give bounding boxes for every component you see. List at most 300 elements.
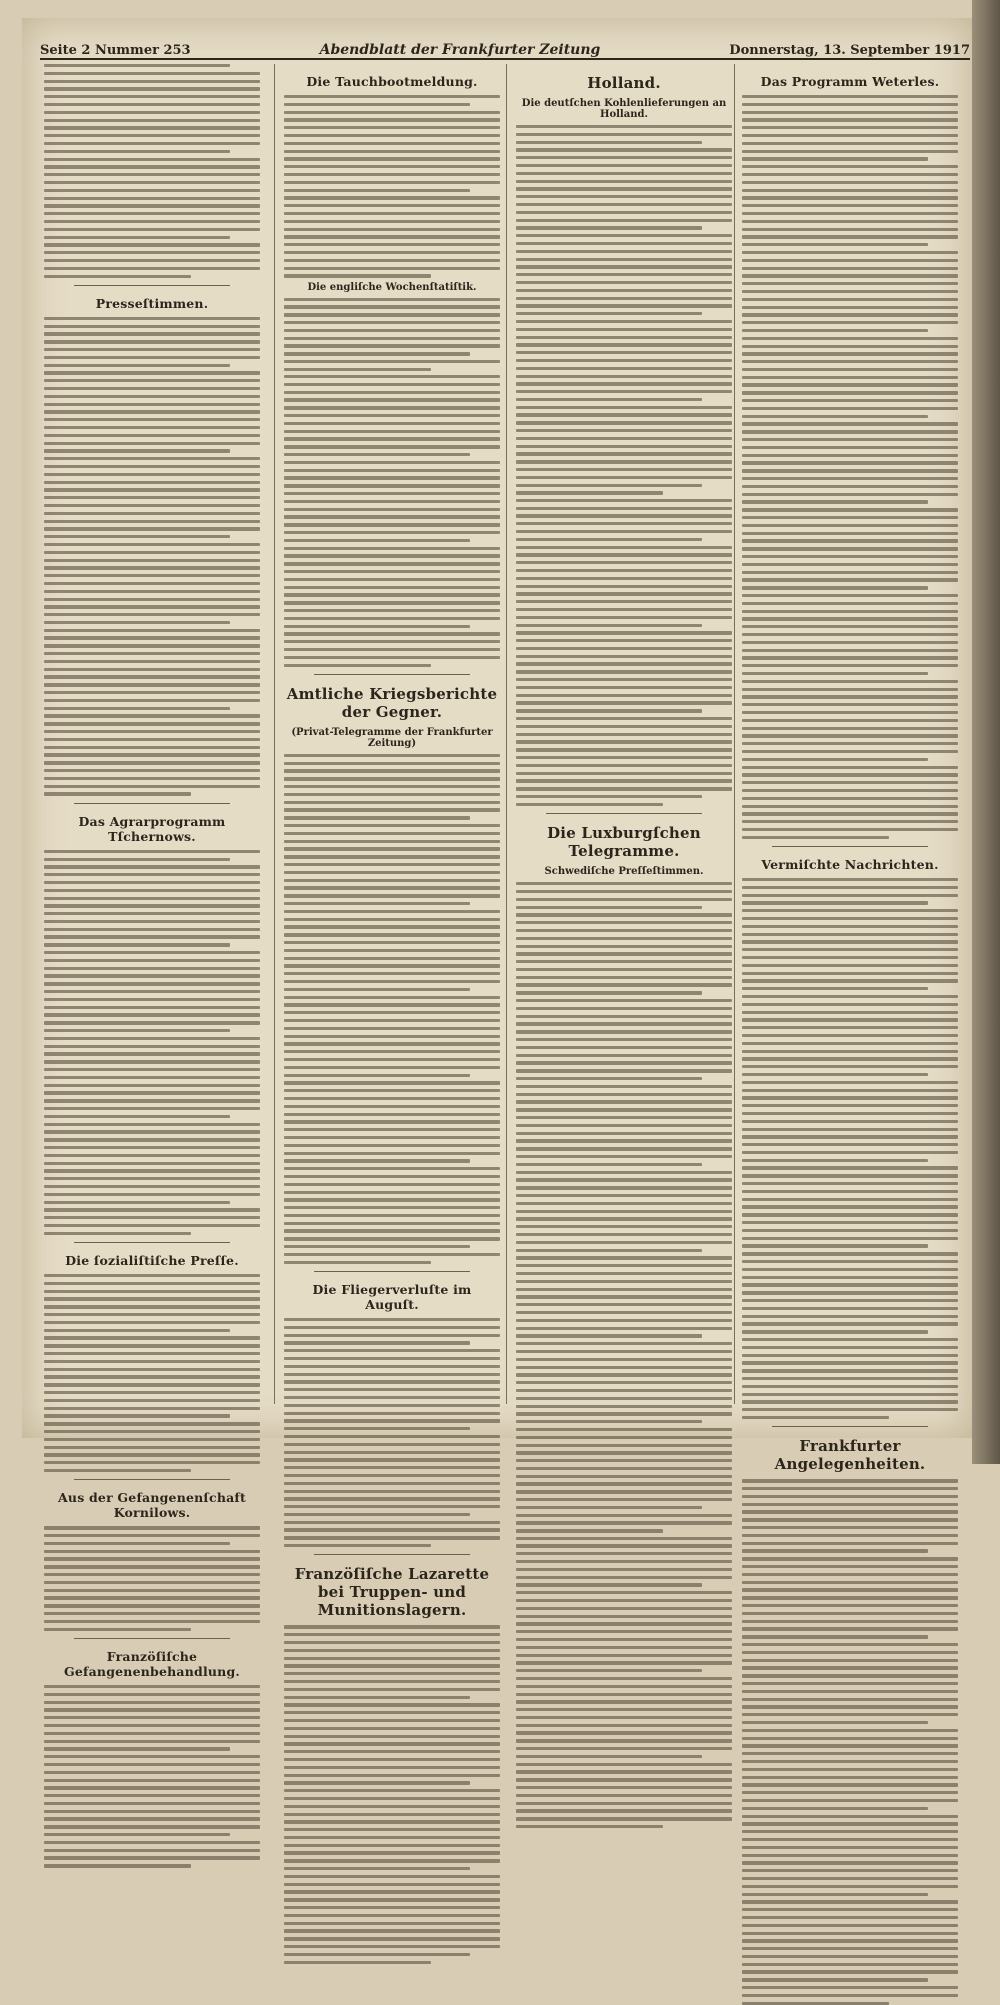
text-line [284, 523, 500, 526]
masthead-date: Donnerstag, 13. September 1917 [729, 43, 970, 58]
text-line [284, 1380, 500, 1383]
text-line [742, 703, 958, 706]
text-line [284, 251, 500, 254]
text-line [284, 949, 500, 952]
text-line [742, 1018, 958, 1021]
text-line [44, 714, 260, 717]
text-line [44, 1290, 260, 1293]
text-line [44, 204, 260, 207]
text-line [516, 608, 732, 611]
text-line [742, 1581, 958, 1584]
text-line [284, 1396, 500, 1399]
text-line [742, 204, 958, 207]
text-line [742, 1354, 958, 1357]
text-line [44, 395, 260, 398]
text-line [516, 717, 732, 720]
text-line [284, 593, 500, 596]
text-line [742, 1283, 958, 1286]
text-line [742, 1221, 958, 1224]
text-line [284, 664, 431, 667]
text-line [44, 675, 260, 678]
text-line [516, 733, 732, 736]
text-line [284, 142, 500, 145]
text-line [516, 1249, 702, 1252]
text-line [44, 1430, 260, 1433]
text-line [516, 530, 732, 533]
text-line [284, 1766, 500, 1769]
text-line [516, 1116, 732, 1119]
text-line [516, 1794, 732, 1797]
article-text-block [516, 499, 732, 806]
text-line [44, 551, 260, 554]
text-line [44, 434, 260, 437]
text-line [284, 886, 500, 889]
text-line [742, 1073, 928, 1076]
text-line [516, 1405, 732, 1408]
text-line [742, 555, 958, 558]
text-line [284, 1937, 500, 1940]
text-line [284, 1167, 500, 1170]
text-line [44, 1732, 260, 1735]
text-line [44, 267, 260, 270]
text-line [516, 1498, 732, 1501]
text-line [516, 1786, 732, 1789]
text-line [516, 725, 732, 728]
text-line [742, 933, 958, 936]
text-line [516, 437, 732, 440]
text-line [516, 779, 732, 782]
text-line [284, 375, 500, 378]
text-line [516, 1700, 732, 1703]
text-line [284, 1113, 500, 1116]
text-line [516, 328, 732, 331]
text-line [44, 1037, 260, 1040]
text-line [44, 1817, 260, 1820]
text-line [44, 1130, 260, 1133]
text-line [516, 1506, 702, 1509]
text-line [284, 554, 500, 557]
text-line [44, 410, 260, 413]
text-line [44, 387, 260, 390]
text-line [742, 508, 958, 511]
text-line [284, 1633, 500, 1636]
text-line [742, 1518, 958, 1521]
text-line [284, 1245, 470, 1248]
text-line [516, 1412, 732, 1415]
text-line [284, 1019, 500, 1022]
text-line [742, 1330, 928, 1333]
text-line [284, 1774, 500, 1777]
text-line [44, 1612, 260, 1615]
text-line [742, 789, 958, 792]
text-line [742, 711, 958, 714]
text-line [44, 473, 260, 476]
text-line [284, 414, 500, 417]
text-line [516, 592, 732, 595]
text-line [516, 1280, 732, 1283]
text-line [742, 812, 958, 815]
text-line [742, 1978, 928, 1981]
text-line [742, 1361, 958, 1364]
text-line [284, 1326, 500, 1329]
section-separator [772, 846, 928, 847]
text-line [284, 1443, 500, 1446]
text-line [516, 538, 702, 541]
text-line [284, 1466, 500, 1469]
text-line [516, 468, 732, 471]
text-line [516, 1607, 732, 1610]
text-line [742, 539, 958, 542]
text-line [516, 1132, 732, 1135]
text-line [284, 980, 500, 983]
text-line [516, 507, 732, 510]
text-line [742, 1112, 958, 1115]
text-line [742, 1783, 958, 1786]
text-line [742, 1635, 928, 1638]
text-line [284, 1945, 500, 1948]
text-line [284, 344, 500, 347]
section-subheading: Die deutſchen Kohlenlieferungen an Holland. [521, 98, 727, 120]
text-line [742, 1776, 958, 1779]
text-line [44, 142, 260, 145]
text-line [742, 454, 958, 457]
text-line [44, 644, 260, 647]
text-line [284, 902, 470, 905]
text-line [284, 313, 500, 316]
text-line [284, 1066, 500, 1069]
article-text-block [516, 125, 732, 495]
text-line [284, 1875, 500, 1878]
text-line [742, 1690, 958, 1693]
text-line [516, 1475, 732, 1478]
text-line [44, 1557, 260, 1560]
text-line [44, 1162, 260, 1165]
text-line [284, 1482, 500, 1485]
text-line [284, 1742, 500, 1745]
text-line [742, 1869, 958, 1872]
text-line [284, 1789, 500, 1792]
text-line [284, 1261, 431, 1264]
article-text-block [742, 1479, 958, 2005]
text-line [284, 235, 500, 238]
text-line [284, 1513, 470, 1516]
text-line [742, 1900, 958, 1903]
text-line [516, 1428, 732, 1431]
text-line [742, 415, 928, 418]
text-line [284, 847, 500, 850]
text-line [516, 1544, 732, 1547]
text-line [284, 1152, 500, 1155]
text-line [284, 1649, 500, 1652]
text-line [742, 150, 958, 153]
article-text-block [44, 317, 260, 796]
text-line [516, 452, 732, 455]
text-line [284, 157, 500, 160]
text-line [516, 1638, 732, 1641]
text-line [284, 1828, 500, 1831]
section-heading: Das Programm Weterles. [760, 74, 940, 89]
text-line [44, 1422, 260, 1425]
text-line [44, 1604, 260, 1607]
text-line [44, 449, 230, 452]
text-line [44, 1060, 260, 1063]
text-line [516, 945, 732, 948]
text-line [742, 610, 958, 613]
text-line [742, 586, 928, 589]
masthead [40, 32, 970, 60]
text-line [284, 368, 431, 371]
text-line [516, 1100, 732, 1103]
text-line [44, 559, 260, 562]
text-line [44, 1747, 230, 1750]
text-line [44, 1849, 260, 1852]
text-line [516, 258, 732, 261]
text-line [742, 1120, 958, 1123]
text-line [516, 803, 663, 806]
text-line [284, 1074, 470, 1077]
text-line [742, 664, 958, 667]
text-line [742, 649, 958, 652]
text-line [742, 1799, 958, 1802]
text-line [284, 632, 500, 635]
section-separator [74, 285, 230, 286]
text-line [284, 801, 500, 804]
article-text-block [44, 1274, 260, 1472]
text-line [284, 1497, 500, 1500]
text-line [742, 1760, 958, 1763]
text-line [44, 1208, 260, 1211]
text-line [516, 1163, 702, 1166]
text-line [284, 1105, 500, 1108]
text-line [742, 1986, 958, 1989]
text-line [284, 1175, 500, 1178]
text-line [516, 701, 732, 704]
text-line [284, 531, 500, 534]
text-line [44, 1029, 230, 1032]
text-line [284, 111, 500, 114]
text-line [44, 873, 260, 876]
text-line [284, 933, 500, 936]
text-line [44, 1438, 260, 1441]
text-line [516, 585, 732, 588]
text-line [284, 1435, 500, 1438]
text-line [516, 1630, 732, 1633]
text-line [284, 1672, 500, 1675]
text-line [516, 1661, 732, 1664]
text-line [44, 426, 260, 429]
article-text-block [44, 1685, 260, 1868]
text-line [742, 1276, 958, 1279]
text-line [742, 1159, 928, 1162]
text-line [284, 1703, 500, 1706]
text-line [284, 1797, 500, 1800]
text-line [44, 1274, 260, 1277]
text-line [516, 1061, 732, 1064]
text-line [516, 756, 732, 759]
text-line [44, 325, 260, 328]
text-line [44, 1177, 260, 1180]
text-line [284, 894, 500, 897]
text-line [742, 1042, 958, 1045]
text-line [516, 1015, 732, 1018]
text-line [516, 983, 732, 986]
text-line [742, 267, 958, 270]
text-line [284, 1198, 500, 1201]
text-line [742, 376, 958, 379]
text-line [742, 940, 958, 943]
text-line [44, 103, 260, 106]
text-line [44, 1344, 260, 1347]
text-line [516, 976, 732, 979]
text-line [516, 1202, 732, 1205]
text-line [742, 727, 958, 730]
text-line [742, 1822, 958, 1825]
text-line [284, 941, 500, 944]
text-line [742, 909, 958, 912]
section-heading: Die ſozialiſtiſche Preſſe. [65, 1253, 239, 1269]
text-line [284, 383, 500, 386]
text-line [284, 1696, 470, 1699]
text-line [742, 734, 958, 737]
text-line [742, 469, 958, 472]
text-line [742, 290, 958, 293]
text-line [516, 382, 732, 385]
text-line [516, 1747, 732, 1750]
text-line [742, 1542, 958, 1545]
text-line [742, 1721, 928, 1724]
text-line [742, 532, 958, 535]
text-line [284, 1206, 500, 1209]
text-line [516, 320, 732, 323]
section-heading: Vermiſchte Nachrichten. [761, 857, 939, 872]
text-line [284, 1505, 500, 1508]
text-line [742, 321, 958, 324]
text-line [44, 1825, 260, 1828]
text-line [44, 1833, 230, 1836]
text-line [44, 904, 260, 907]
text-line [742, 979, 958, 982]
text-line [44, 928, 260, 931]
text-line [516, 1397, 732, 1400]
text-line [44, 1006, 260, 1009]
text-line [44, 1794, 260, 1797]
text-line [742, 1416, 889, 1419]
text-line [44, 173, 260, 176]
text-line [284, 406, 500, 409]
text-line [742, 2002, 889, 2005]
text-line [44, 1138, 260, 1141]
text-line [742, 641, 958, 644]
text-line [44, 1810, 260, 1813]
text-line [516, 960, 732, 963]
text-line [742, 602, 958, 605]
text-line [44, 1693, 260, 1696]
text-line [742, 461, 958, 464]
text-line [284, 1427, 470, 1430]
text-line [44, 371, 260, 374]
text-line [742, 1003, 958, 1006]
text-line [742, 1838, 958, 1841]
text-line [516, 1490, 732, 1493]
text-line [516, 1358, 732, 1361]
text-line [284, 1419, 500, 1422]
text-line [516, 1085, 732, 1088]
text-line [516, 1693, 732, 1696]
text-line [516, 242, 732, 245]
text-line [516, 219, 732, 222]
text-line [742, 1408, 958, 1411]
text-line [284, 617, 500, 620]
text-line [44, 1864, 191, 1867]
text-line [44, 1154, 260, 1157]
article-text-block [284, 1625, 500, 1964]
text-line [44, 1193, 260, 1196]
article-text-block [284, 298, 500, 371]
text-line [44, 1620, 260, 1623]
text-line [742, 259, 958, 262]
text-line [284, 1318, 500, 1321]
text-line [742, 1244, 928, 1247]
text-line [284, 586, 500, 589]
text-line [516, 631, 732, 634]
text-line [516, 1677, 732, 1680]
text-line [742, 1089, 958, 1092]
text-line [742, 964, 958, 967]
text-line [44, 1021, 260, 1024]
text-line [742, 243, 928, 246]
text-line [516, 1755, 702, 1758]
text-line [284, 1536, 500, 1539]
text-line [516, 226, 702, 229]
text-line [516, 1186, 732, 1189]
text-line [742, 1651, 958, 1654]
text-line [742, 1096, 958, 1099]
text-line [742, 886, 958, 889]
text-line [742, 680, 958, 683]
text-line [516, 1622, 732, 1625]
text-line [742, 1549, 928, 1552]
text-line [284, 840, 500, 843]
section-heading: Holland. [587, 74, 661, 92]
text-line [742, 1346, 958, 1349]
text-line [284, 220, 500, 223]
article-text-block [284, 95, 500, 278]
text-line [516, 1770, 732, 1773]
text-line [284, 1867, 470, 1870]
text-line [742, 228, 958, 231]
text-line [44, 769, 260, 772]
section-heading: Franzöſiſche Lazarette bei Truppen- und Munitionslagern. [294, 1565, 490, 1620]
text-line [742, 251, 958, 254]
text-line [742, 925, 958, 928]
text-line [516, 234, 732, 237]
text-line [742, 1955, 958, 1958]
text-line [516, 375, 732, 378]
text-line [44, 543, 260, 546]
text-line [742, 1947, 958, 1950]
text-line [44, 920, 260, 923]
text-line [516, 164, 732, 167]
column-4 [742, 64, 958, 1474]
text-line [284, 1906, 500, 1909]
text-line [284, 871, 500, 874]
text-line [742, 383, 958, 386]
text-line [742, 1939, 958, 1942]
text-line [44, 340, 260, 343]
text-line [516, 1124, 732, 1127]
text-line [516, 180, 732, 183]
text-line [284, 259, 500, 262]
